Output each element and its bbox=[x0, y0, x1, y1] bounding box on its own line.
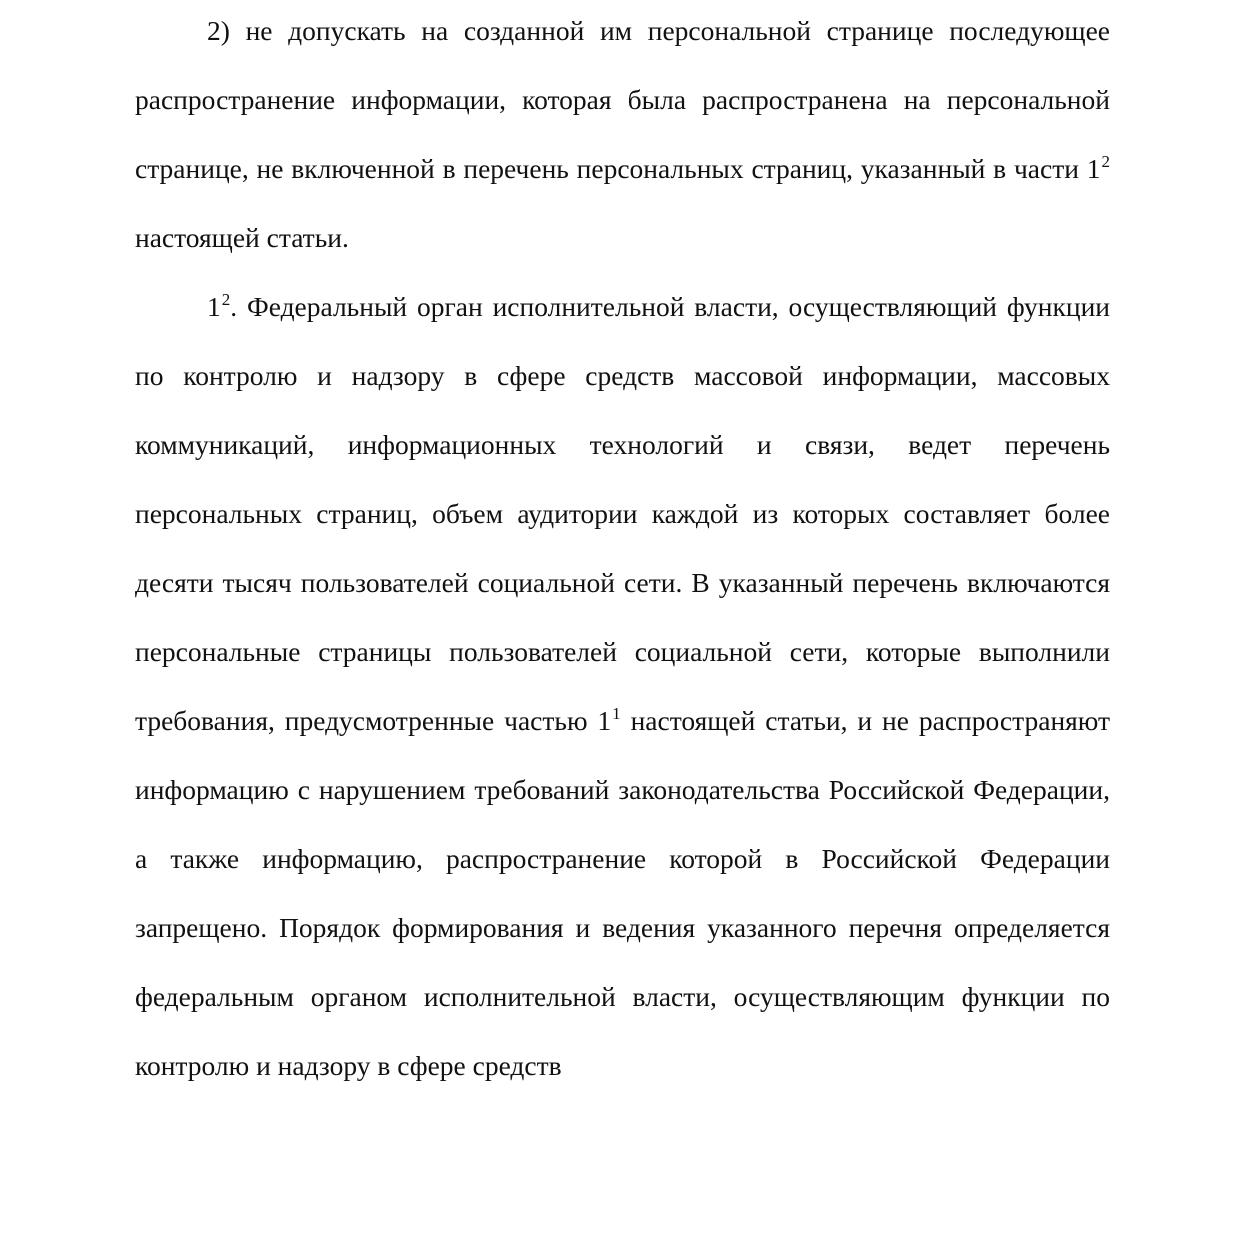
item-2-text-end: настоящей статьи. bbox=[135, 222, 349, 253]
item-2-text: не допускать на созданной им персональной странице последующее распространение информации, которая была распространена на персональной странице, не включенной в перечень персональных страниц, указанный в части 1 bbox=[135, 15, 1110, 184]
item-2-prefix: 2) bbox=[207, 15, 230, 46]
paragraph-clause-1-2 bbox=[135, 272, 1110, 1100]
clause-number: 1 bbox=[207, 291, 221, 322]
clause-text: . Федеральный орган исполнительной власти, осуществляющий функции по контролю и надзору в сфере средств массовой информации, массовых коммуникаций, информационных технологий и связи, ведет перечень персональных страниц, объем аудитории каждой из которых составляет более десяти тысяч пользователей социальной сети. В указанный перечень включаются персональные страницы пользователей социальной сети, которые выполнили требования, предусмотренные частью 1 bbox=[135, 291, 1110, 736]
clause-text-superscript: 1 bbox=[612, 704, 621, 723]
item-2-superscript: 2 bbox=[1101, 152, 1110, 171]
paragraph-item-2 bbox=[135, 0, 1110, 272]
clause-number-superscript: 2 bbox=[221, 290, 231, 309]
document-page bbox=[135, 0, 1110, 1100]
clause-text-end: настоящей статьи, и не распространяют информацию с нарушением требований законодательства Российской Федерации, а также информацию, распространение которой в Российской Федерации запрещено. Порядок формирования и ведения указанного перечня определяется федеральным органом исполнительной власти, осуществляющим функции по контролю и надзору в сфере средств bbox=[135, 705, 1111, 1081]
